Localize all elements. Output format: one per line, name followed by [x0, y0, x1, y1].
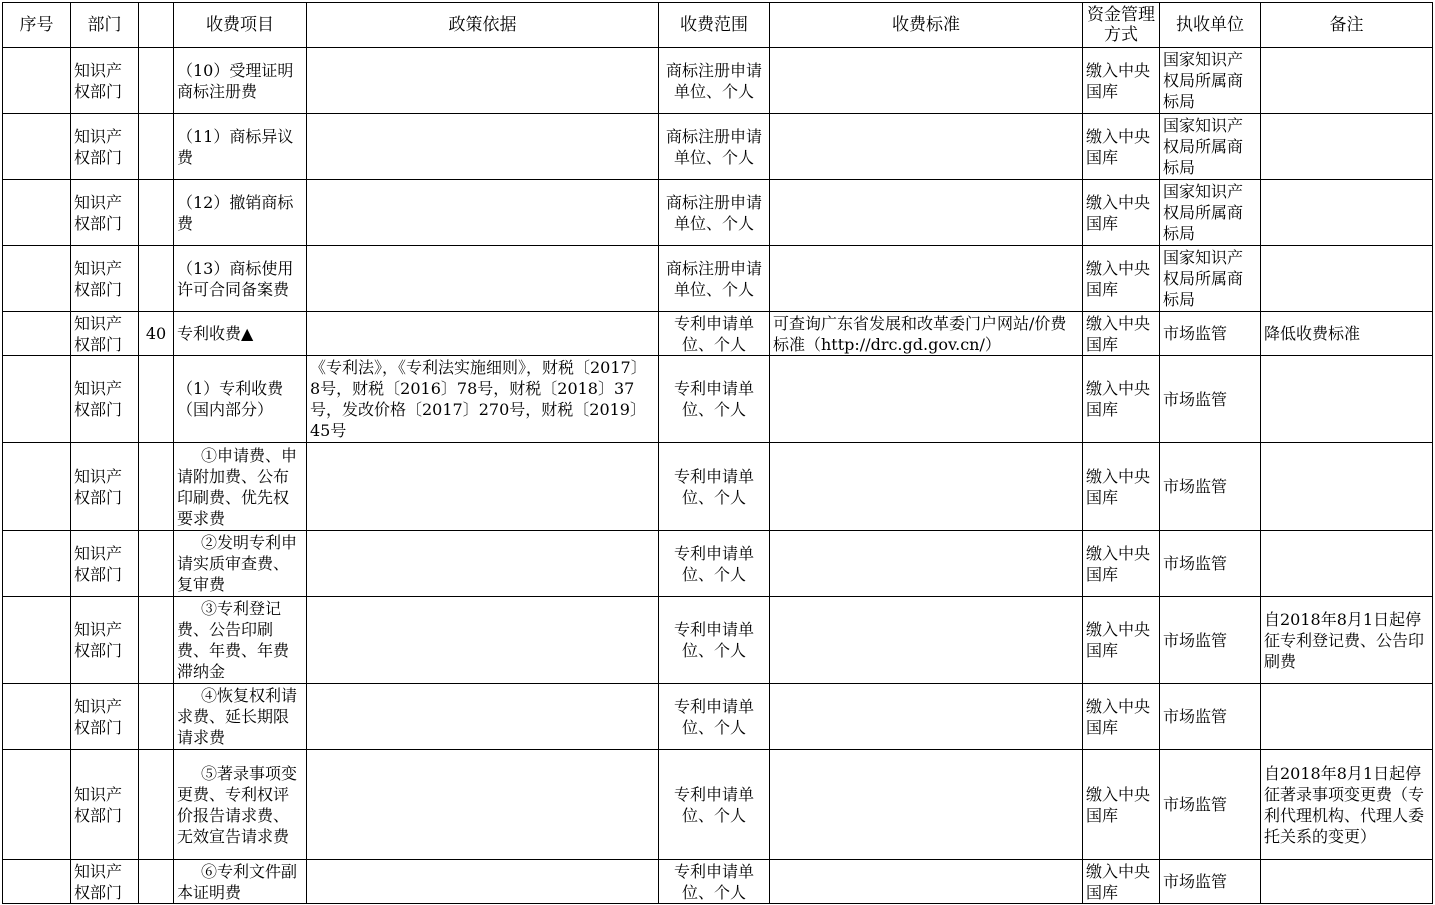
cell-no — [139, 750, 174, 860]
cell-no — [139, 180, 174, 246]
header-fund-mode: 资金管理方式 — [1083, 3, 1160, 48]
cell-scope: 专利申请单位、个人 — [659, 356, 770, 443]
cell-seq — [3, 860, 71, 904]
cell-fund-mode: 缴入中央国库 — [1083, 531, 1160, 597]
header-dept: 部门 — [71, 3, 139, 48]
cell-scope: 专利申请单位、个人 — [659, 597, 770, 684]
cell-standard — [770, 48, 1083, 114]
cell-note — [1261, 443, 1433, 531]
cell-basis — [307, 860, 659, 904]
cell-fund-mode: 缴入中央国库 — [1083, 114, 1160, 180]
cell-dept: 知识产权部门 — [71, 246, 139, 312]
cell-dept: 知识产权部门 — [71, 356, 139, 443]
cell-standard — [770, 443, 1083, 531]
cell-unit: 市场监管 — [1160, 312, 1261, 356]
cell-basis: 《专利法》，《专利法实施细则》，财税〔2017〕8号，财税〔2016〕78号，财税〔2018〕37号，发改价格〔2017〕270号，财税〔2019〕45号 — [307, 356, 659, 443]
cell-scope: 专利申请单位、个人 — [659, 312, 770, 356]
cell-item: ⑥专利文件副本证明费 — [174, 860, 307, 904]
cell-seq — [3, 597, 71, 684]
cell-no — [139, 114, 174, 180]
cell-dept: 知识产权部门 — [71, 750, 139, 860]
cell-item: （10）受理证明商标注册费 — [174, 48, 307, 114]
cell-dept: 知识产权部门 — [71, 443, 139, 531]
cell-fund-mode: 缴入中央国库 — [1083, 860, 1160, 904]
header-seq: 序号 — [3, 3, 71, 48]
table-row — [3, 597, 1433, 684]
header-basis: 政策依据 — [307, 3, 659, 48]
cell-unit: 市场监管 — [1160, 443, 1261, 531]
cell-item: ②发明专利申请实质审查费、复审费 — [174, 531, 307, 597]
cell-unit: 市场监管 — [1160, 531, 1261, 597]
cell-unit: 国家知识产权局所属商标局 — [1160, 114, 1261, 180]
cell-no — [139, 48, 174, 114]
table-row — [3, 443, 1433, 531]
cell-standard — [770, 114, 1083, 180]
cell-basis — [307, 597, 659, 684]
cell-no — [139, 443, 174, 531]
cell-seq — [3, 48, 71, 114]
cell-dept: 知识产权部门 — [71, 180, 139, 246]
cell-unit: 市场监管 — [1160, 597, 1261, 684]
cell-dept: 知识产权部门 — [71, 597, 139, 684]
cell-fund-mode: 缴入中央国库 — [1083, 246, 1160, 312]
cell-standard — [770, 860, 1083, 904]
cell-item: （11）商标异议费 — [174, 114, 307, 180]
cell-scope: 专利申请单位、个人 — [659, 443, 770, 531]
cell-unit: 国家知识产权局所属商标局 — [1160, 246, 1261, 312]
cell-basis — [307, 443, 659, 531]
cell-scope: 商标注册申请单位、个人 — [659, 246, 770, 312]
cell-dept: 知识产权部门 — [71, 114, 139, 180]
cell-item: ⑤著录事项变更费、专利权评价报告请求费、无效宣告请求费 — [174, 750, 307, 860]
cell-standard: 可查询广东省发展和改革委门户网站/价费标准（http://drc.gd.gov.cn/） — [770, 312, 1083, 356]
cell-standard — [770, 356, 1083, 443]
cell-no — [139, 531, 174, 597]
cell-dept: 知识产权部门 — [71, 312, 139, 356]
cell-dept: 知识产权部门 — [71, 860, 139, 904]
header-item: 收费项目 — [174, 3, 307, 48]
cell-unit: 市场监管 — [1160, 684, 1261, 750]
cell-basis — [307, 684, 659, 750]
cell-note: 自2018年8月1日起停征专利登记费、公告印刷费 — [1261, 597, 1433, 684]
header-note: 备注 — [1261, 3, 1433, 48]
cell-seq — [3, 443, 71, 531]
cell-fund-mode: 缴入中央国库 — [1083, 356, 1160, 443]
cell-no — [139, 356, 174, 443]
cell-fund-mode: 缴入中央国库 — [1083, 684, 1160, 750]
header-row — [3, 3, 1433, 48]
cell-note — [1261, 860, 1433, 904]
cell-standard — [770, 246, 1083, 312]
header-scope: 收费范围 — [659, 3, 770, 48]
table-row — [3, 48, 1433, 114]
cell-basis — [307, 246, 659, 312]
cell-basis — [307, 114, 659, 180]
cell-basis — [307, 180, 659, 246]
table-row — [3, 180, 1433, 246]
cell-fund-mode: 缴入中央国库 — [1083, 597, 1160, 684]
cell-unit: 国家知识产权局所属商标局 — [1160, 180, 1261, 246]
header-unit: 执收单位 — [1160, 3, 1261, 48]
cell-seq — [3, 312, 71, 356]
cell-unit: 市场监管 — [1160, 860, 1261, 904]
cell-fund-mode: 缴入中央国库 — [1083, 443, 1160, 531]
cell-item: （13）商标使用许可合同备案费 — [174, 246, 307, 312]
cell-no — [139, 860, 174, 904]
cell-note — [1261, 48, 1433, 114]
table-row — [3, 246, 1433, 312]
cell-basis — [307, 750, 659, 860]
cell-item: ①申请费、申请附加费、公布印刷费、优先权要求费 — [174, 443, 307, 531]
cell-no — [139, 246, 174, 312]
header-no — [139, 3, 174, 48]
table-row — [3, 860, 1433, 904]
cell-unit: 市场监管 — [1160, 750, 1261, 860]
cell-fund-mode: 缴入中央国库 — [1083, 48, 1160, 114]
cell-standard — [770, 531, 1083, 597]
cell-basis — [307, 312, 659, 356]
cell-note — [1261, 114, 1433, 180]
cell-note — [1261, 246, 1433, 312]
cell-standard — [770, 180, 1083, 246]
cell-dept: 知识产权部门 — [71, 684, 139, 750]
cell-seq — [3, 531, 71, 597]
cell-dept: 知识产权部门 — [71, 48, 139, 114]
cell-unit: 市场监管 — [1160, 356, 1261, 443]
cell-item: （12）撤销商标费 — [174, 180, 307, 246]
cell-standard — [770, 684, 1083, 750]
table-row — [3, 356, 1433, 443]
cell-scope: 商标注册申请单位、个人 — [659, 48, 770, 114]
cell-fund-mode: 缴入中央国库 — [1083, 312, 1160, 356]
cell-scope: 商标注册申请单位、个人 — [659, 114, 770, 180]
cell-standard — [770, 750, 1083, 860]
cell-no: 40 — [139, 312, 174, 356]
cell-item: ④恢复权利请求费、延长期限请求费 — [174, 684, 307, 750]
cell-scope: 商标注册申请单位、个人 — [659, 180, 770, 246]
cell-seq — [3, 684, 71, 750]
cell-no — [139, 597, 174, 684]
cell-fund-mode: 缴入中央国库 — [1083, 180, 1160, 246]
cell-seq — [3, 356, 71, 443]
cell-scope: 专利申请单位、个人 — [659, 531, 770, 597]
cell-note: 降低收费标准 — [1261, 312, 1433, 356]
table-row — [3, 684, 1433, 750]
cell-seq — [3, 246, 71, 312]
cell-item: ③专利登记费、公告印刷费、年费、年费滞纳金 — [174, 597, 307, 684]
cell-seq — [3, 114, 71, 180]
cell-dept: 知识产权部门 — [71, 531, 139, 597]
cell-note — [1261, 356, 1433, 443]
cell-seq — [3, 750, 71, 860]
cell-item: （1）专利收费（国内部分） — [174, 356, 307, 443]
table-row — [3, 312, 1433, 356]
fee-table — [2, 2, 1433, 904]
cell-no — [139, 684, 174, 750]
cell-scope: 专利申请单位、个人 — [659, 750, 770, 860]
cell-unit: 国家知识产权局所属商标局 — [1160, 48, 1261, 114]
cell-standard — [770, 597, 1083, 684]
cell-note — [1261, 684, 1433, 750]
cell-basis — [307, 531, 659, 597]
cell-fund-mode: 缴入中央国库 — [1083, 750, 1160, 860]
table-row — [3, 531, 1433, 597]
cell-scope: 专利申请单位、个人 — [659, 684, 770, 750]
table-row — [3, 750, 1433, 860]
cell-seq — [3, 180, 71, 246]
cell-note — [1261, 531, 1433, 597]
cell-scope: 专利申请单位、个人 — [659, 860, 770, 904]
cell-item: 专利收费▲ — [174, 312, 307, 356]
header-standard: 收费标准 — [770, 3, 1083, 48]
cell-note — [1261, 180, 1433, 246]
table-row — [3, 114, 1433, 180]
cell-note: 自2018年8月1日起停征著录事项变更费（专利代理机构、代理人委托关系的变更） — [1261, 750, 1433, 860]
cell-basis — [307, 48, 659, 114]
